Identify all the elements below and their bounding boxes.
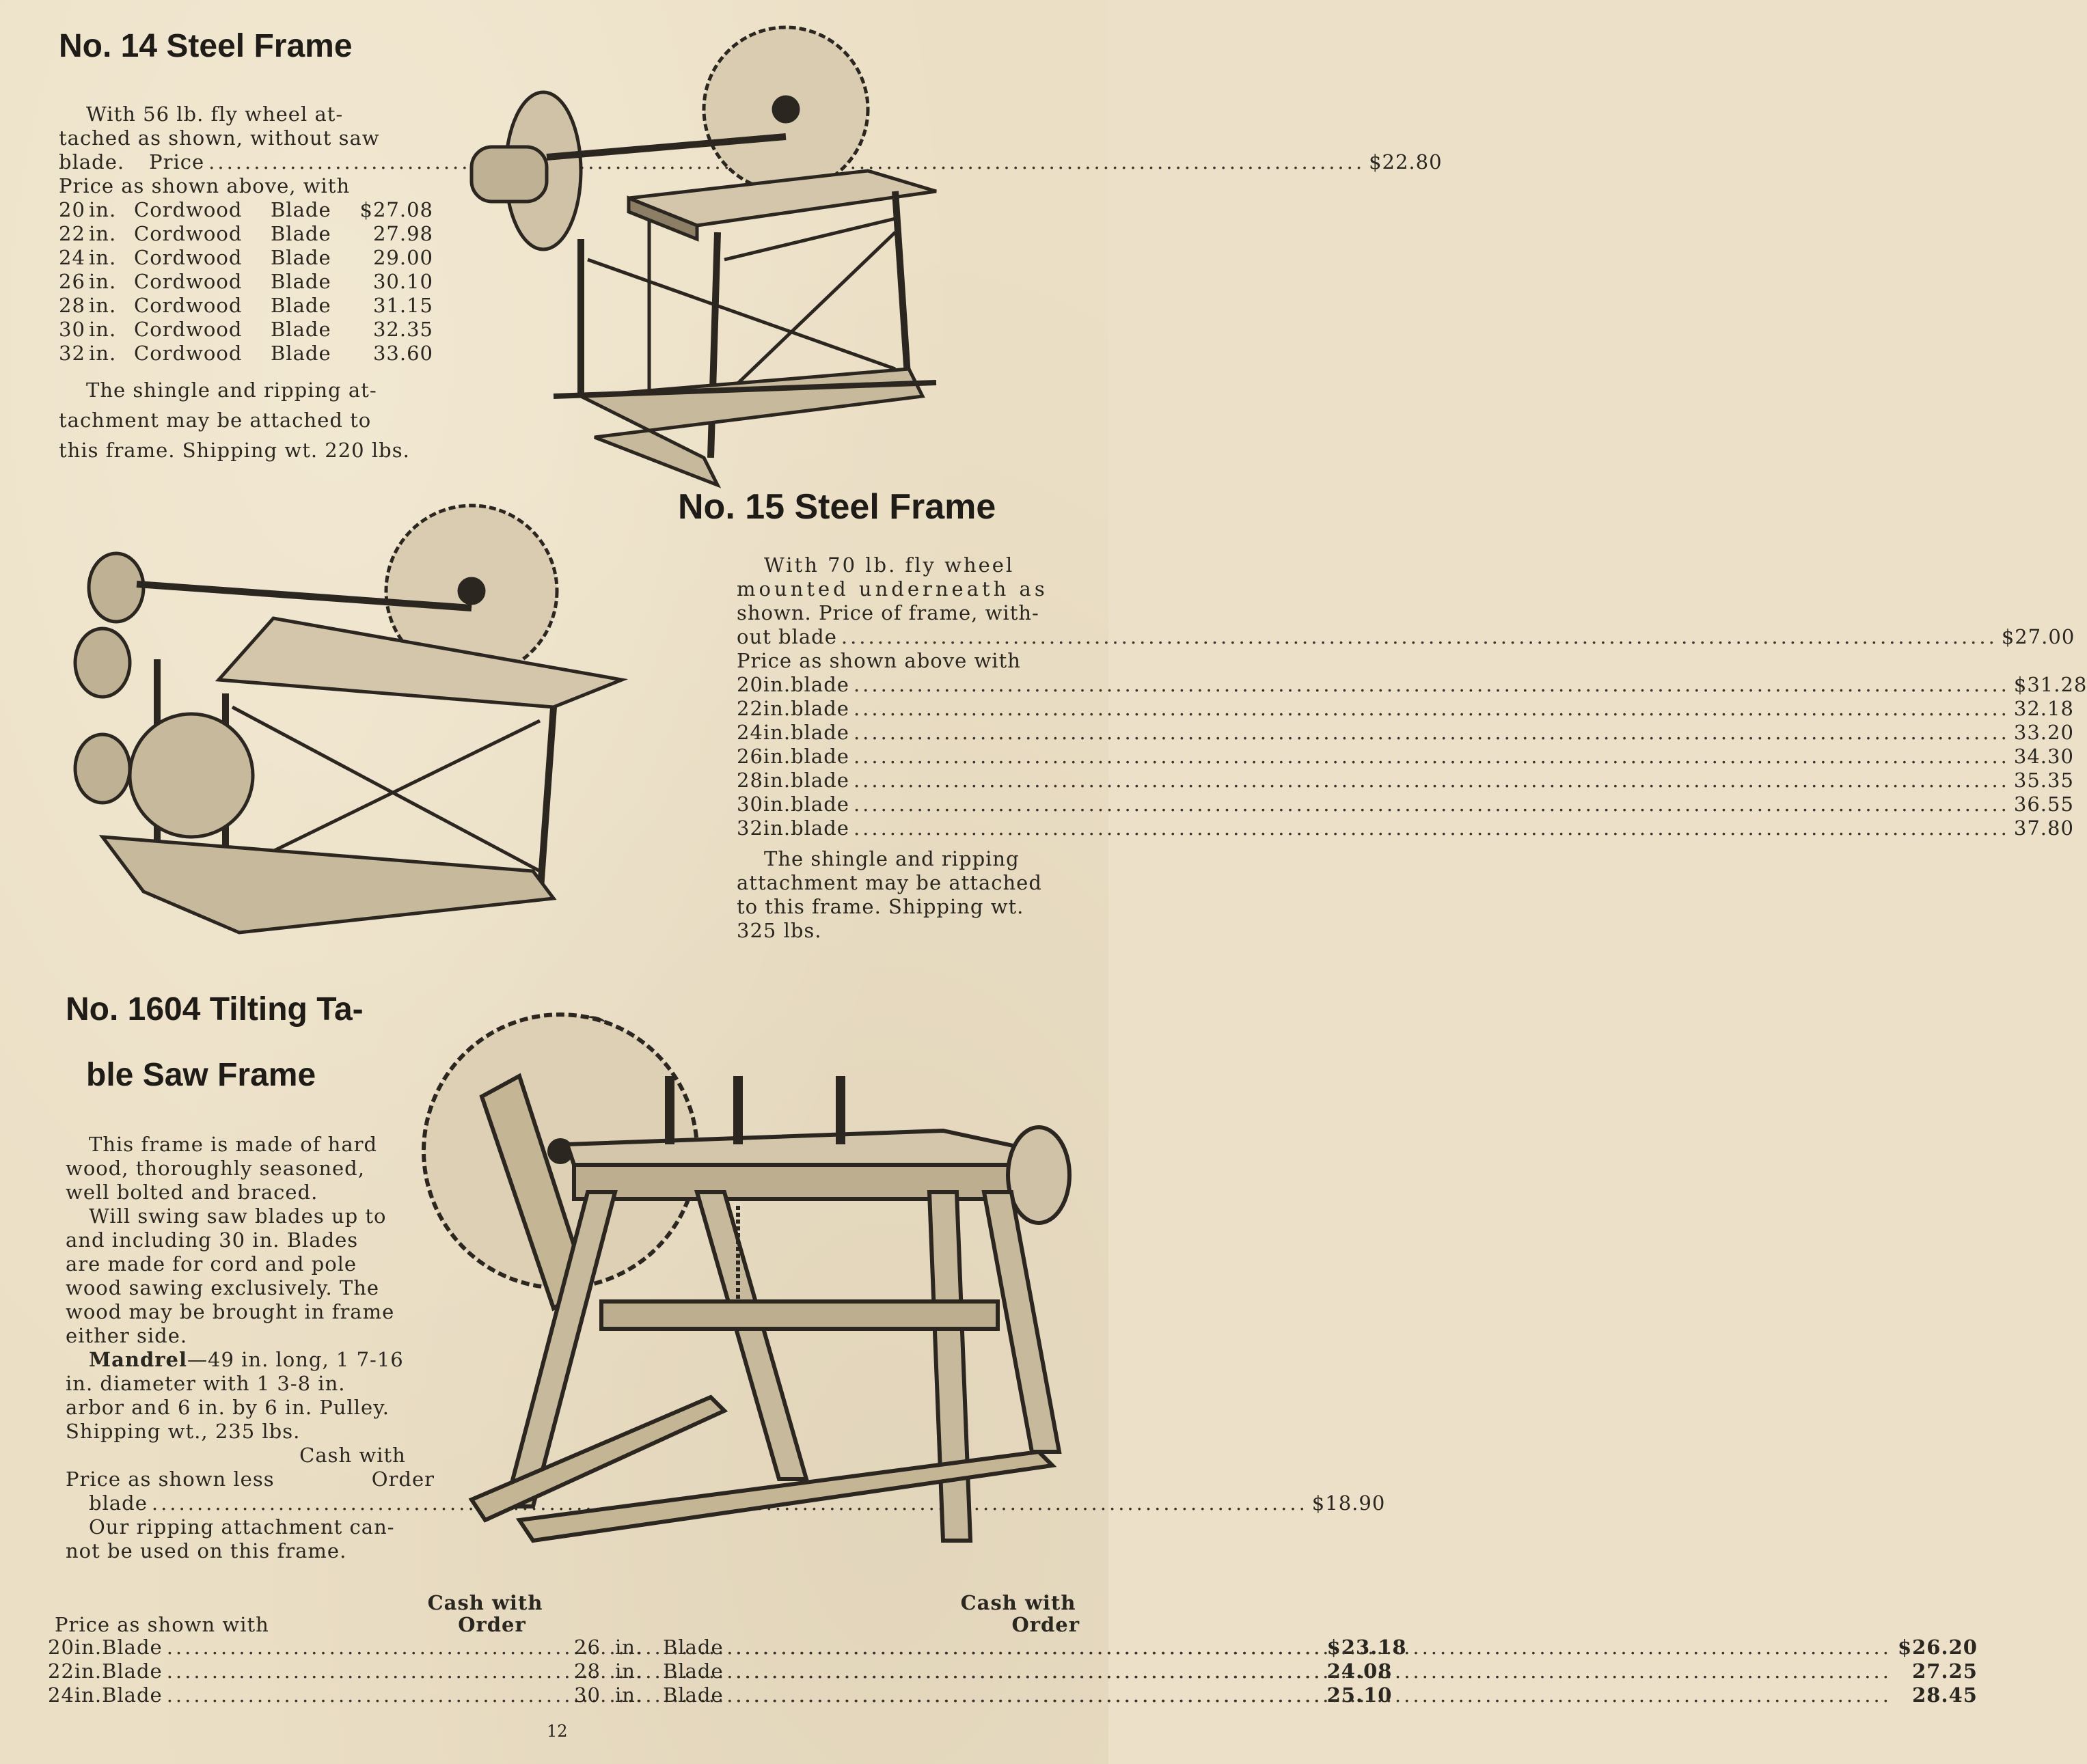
frame14-description <box>59 102 1443 465</box>
frame1604-text-line: arbor and 6 in. by 6 in. Pulley. <box>66 1396 390 1419</box>
blade-type: blade <box>791 769 849 792</box>
page-number: 12 <box>547 1722 568 1741</box>
dot-leader <box>854 697 2010 721</box>
saw-frame-engraving <box>62 488 629 926</box>
blade-word: Blade <box>271 318 331 341</box>
order-label: Order <box>371 1467 435 1491</box>
blade-word: Blade <box>271 246 331 269</box>
blade-type: Cordwood <box>134 270 243 293</box>
blade-price: 36.55 <box>2013 793 2074 816</box>
frame15-price-table <box>737 673 2087 840</box>
blade-type: Blade <box>663 1659 724 1683</box>
frame15-price-row <box>737 816 2074 840</box>
bottom-header-row <box>48 1592 1080 1614</box>
size-unit: in. <box>74 1636 103 1659</box>
frame14-price-row <box>59 318 433 342</box>
dot-leader <box>854 769 2010 793</box>
frame14-note-line: The shingle and ripping at- <box>86 378 377 402</box>
frame14-intro-line: tached as shown, without saw <box>59 126 380 150</box>
blade-price: $31.28 <box>2013 673 2087 696</box>
frame15-intro-line: mounted underneath as <box>737 577 1048 601</box>
size-unit: in. <box>763 673 791 696</box>
blade-price: 31.15 <box>372 294 433 317</box>
blade-word: Blade <box>271 294 331 317</box>
frame14-price-row <box>59 270 433 294</box>
frame1604-title <box>66 977 364 1108</box>
frame15-price-row <box>737 673 2087 697</box>
blade-type: Cordwood <box>134 198 243 221</box>
saw-frame-engraving <box>444 14 936 492</box>
bottom-price-table <box>48 1591 1978 1707</box>
blade-size: 22 <box>48 1659 74 1683</box>
blade-price: 28.45 <box>1912 1683 1978 1707</box>
blade-price: $23.18 <box>1326 1636 1407 1659</box>
frame15-title: No. 15 Steel Frame <box>678 487 996 527</box>
frame15-note-line: 325 lbs. <box>737 919 822 942</box>
dot-leader <box>735 1683 1892 1707</box>
blade-size: 26 <box>574 1636 601 1659</box>
frame1604-text-line: Will swing saw blades up to <box>89 1204 387 1228</box>
dot-leader <box>854 721 2010 745</box>
frame1604-text-line: well bolted and braced. <box>66 1181 318 1204</box>
frame15-illustration <box>62 488 629 926</box>
bottom-right-row <box>574 1683 1978 1707</box>
dot-leader <box>854 673 2010 697</box>
blade-price: $27.08 <box>359 198 433 221</box>
blade-type: Cordwood <box>134 246 243 269</box>
blade-size: 26 <box>59 270 85 293</box>
blade-type: Cordwood <box>134 318 243 341</box>
blade-size: 20 <box>737 673 763 696</box>
pulley-shape <box>89 553 144 622</box>
blade-type: blade <box>791 793 849 816</box>
frame15-intro-line: shown. Price of frame, with- <box>737 601 1039 624</box>
frame1604-text-line: and including 30 in. Blades <box>66 1228 359 1252</box>
bottom-with-label: Price as shown with <box>55 1613 269 1636</box>
size-unit: in. <box>89 318 117 341</box>
size-unit: in. <box>763 769 791 792</box>
frame14-note-line: this frame. Shipping wt. 220 lbs. <box>59 439 410 462</box>
frame14-price-row <box>59 222 433 246</box>
blade-size: 26 <box>737 745 763 768</box>
blade-size: 30 <box>574 1683 601 1707</box>
blade-price: 24.08 <box>1326 1659 1393 1683</box>
frame14-base-price: $22.80 <box>1369 150 1443 174</box>
frame14-note-line: tachment may be attached to <box>59 409 372 432</box>
order-label: Order <box>1011 1613 1080 1636</box>
size-unit: in. <box>89 270 117 293</box>
blade-type: Blade <box>663 1683 724 1707</box>
frame14-price-label: Price <box>149 150 205 174</box>
frame14-intro-line: blade. <box>59 150 125 174</box>
frame15-note-line: to this frame. Shipping wt. <box>737 895 1024 918</box>
size-unit: in. <box>615 1683 643 1707</box>
blade-size: 28 <box>737 769 763 792</box>
blade-size: 22 <box>59 222 85 245</box>
mandrel-text: —49 in. long, 1 7-16 <box>187 1348 404 1371</box>
frame15-base-price-row <box>737 625 2075 649</box>
size-unit: in. <box>615 1636 643 1659</box>
frame1604-less-row <box>66 1467 435 1491</box>
cash-with-label: Cash with <box>299 1444 406 1467</box>
blade-price: 27.98 <box>372 222 433 245</box>
frame1604-less-price: $18.90 <box>1311 1491 1386 1515</box>
blade-price: 30.10 <box>372 270 433 293</box>
blade-type: Cordwood <box>134 342 243 365</box>
blade-size: 28 <box>574 1659 601 1683</box>
frame1604-note-line: not be used on this frame. <box>66 1539 347 1562</box>
blade-size: 24 <box>59 246 85 269</box>
frame1604-text-line: are made for cord and pole <box>66 1252 357 1276</box>
frame1604-text-line: wood may be brought in frame <box>66 1300 395 1323</box>
blade-type: Cordwood <box>134 294 243 317</box>
frame15-description <box>737 553 2087 943</box>
frame14-price-row <box>59 294 433 318</box>
blade-size: 20 <box>48 1636 74 1659</box>
blade-type: Blade <box>102 1659 163 1683</box>
cash-with-label: Cash with <box>960 1591 1076 1614</box>
frame14-price-row <box>59 198 433 222</box>
blade-size: 32 <box>737 816 763 840</box>
blade-size: 24 <box>48 1683 74 1707</box>
size-unit: in. <box>89 222 117 245</box>
frame1604-note-line: Our ripping attachment can- <box>89 1515 395 1539</box>
size-unit: in. <box>763 816 791 840</box>
frame14-price-table <box>59 198 433 366</box>
blade-price: 32.18 <box>2013 697 2074 720</box>
blade-size: 22 <box>737 697 763 720</box>
frame1604-description <box>66 1133 1386 1563</box>
frame14-price-row <box>59 246 433 270</box>
frame1604-illustration <box>451 960 1066 1575</box>
dot-leader <box>735 1659 1892 1683</box>
frame15-price-row <box>737 793 2074 816</box>
frame15-price-row <box>737 697 2074 721</box>
blade-price: 29.00 <box>372 246 433 269</box>
blade-size: 30 <box>737 793 763 816</box>
frame15-price-row <box>737 769 2074 793</box>
blade-size: 30 <box>59 318 85 341</box>
blade-price: 34.30 <box>2013 745 2074 768</box>
frame1604-title-line: ble Saw Frame <box>86 1057 316 1093</box>
blade-type: blade <box>791 745 849 768</box>
less-label: Price as shown less <box>66 1467 275 1491</box>
bottom-right-column <box>547 1636 1978 1707</box>
blade-type: blade <box>791 721 849 744</box>
order-label: Order <box>458 1613 526 1636</box>
bottom-subheader-row <box>48 1614 1080 1636</box>
frame1604-text-line: Shipping wt., 235 lbs. <box>66 1420 301 1443</box>
size-unit: in. <box>89 294 117 317</box>
blade-type: Blade <box>102 1683 163 1707</box>
blade-size: 24 <box>737 721 763 744</box>
blade-word: Blade <box>271 342 331 365</box>
blade-price: 27.25 <box>1912 1659 1978 1683</box>
blade-size: 20 <box>59 198 85 221</box>
frame15-intro-line: out blade <box>737 625 837 648</box>
frame1604-text-line: This frame is made of hard <box>89 1133 378 1156</box>
dot-leader <box>735 1636 1892 1659</box>
blade-type: blade <box>791 697 849 720</box>
blade-type: Blade <box>102 1636 163 1659</box>
frame14-price-row <box>59 342 433 366</box>
frame15-intro-line: With 70 lb. fly wheel <box>764 553 1015 577</box>
size-unit: in. <box>89 198 117 221</box>
dot-leader <box>854 816 2010 840</box>
blade-type: Cordwood <box>134 222 243 245</box>
frame14-illustration <box>444 14 936 492</box>
blade-price: 33.60 <box>372 342 433 365</box>
frame15-price-row <box>737 721 2074 745</box>
blade-price: 37.80 <box>2013 816 2074 840</box>
size-unit: in. <box>763 721 791 744</box>
frame1604-text-line: in. diameter with 1 3-8 in. <box>66 1372 346 1395</box>
blade-label: blade <box>89 1491 148 1515</box>
blade-type: Blade <box>663 1636 724 1659</box>
frame1604-title-line: No. 1604 Tilting Ta- <box>66 991 364 1028</box>
size-unit: in. <box>763 697 791 720</box>
frame14-intro-line: With 56 lb. fly wheel at- <box>86 102 344 126</box>
blade-word: Blade <box>271 222 331 245</box>
bottom-right-row <box>574 1636 1978 1659</box>
tilting-table-engraving <box>451 960 1066 1575</box>
size-unit: in. <box>89 246 117 269</box>
size-unit: in. <box>74 1659 103 1683</box>
frame1604-mandrel-line <box>66 1348 435 1372</box>
blade-price: 32.35 <box>372 318 433 341</box>
frame15-price-row <box>737 745 2074 769</box>
frame14-base-price-row <box>59 150 1443 174</box>
blade-price: $26.20 <box>1897 1636 1978 1659</box>
frame1604-text-line: wood, thoroughly seasoned, <box>66 1157 365 1180</box>
blade-size: 28 <box>59 294 85 317</box>
blade-price: 25.10 <box>1326 1683 1393 1707</box>
frame1604-text-line: wood sawing exclusively. The <box>66 1276 380 1299</box>
size-unit: in. <box>89 342 117 365</box>
mandrel-label: Mandrel <box>89 1348 187 1371</box>
frame15-note-line: attachment may be attached <box>737 871 1042 894</box>
frame1604-text-line: either side. <box>66 1324 188 1347</box>
blade-price: 35.35 <box>2013 769 2074 792</box>
frame1604-cash-header <box>271 1444 435 1467</box>
blade-type: blade <box>791 673 849 696</box>
cash-with-label: Cash with <box>427 1591 543 1614</box>
dot-leader <box>854 793 2010 816</box>
frame15-with-label: Price as shown above with <box>737 649 1021 672</box>
blade-word: Blade <box>271 270 331 293</box>
size-unit: in. <box>763 793 791 816</box>
blade-type: blade <box>791 816 849 840</box>
blade-size: 32 <box>59 342 85 365</box>
frame15-note-line: The shingle and ripping <box>764 847 1020 870</box>
frame15-base-price: $27.00 <box>2001 625 2075 648</box>
bottom-right-row <box>574 1659 1978 1683</box>
frame14-title: No. 14 Steel Frame <box>59 28 353 64</box>
size-unit: in. <box>615 1659 643 1683</box>
frame1604-blade-price-row <box>66 1491 1386 1515</box>
blade-word: Blade <box>271 198 331 221</box>
frame14-with-label: Price as shown above, with <box>59 174 351 197</box>
size-unit: in. <box>763 745 791 768</box>
dot-leader <box>854 745 2010 769</box>
size-unit: in. <box>74 1683 103 1707</box>
bottom-price-columns <box>48 1636 1978 1707</box>
blade-price: 33.20 <box>2013 721 2074 744</box>
